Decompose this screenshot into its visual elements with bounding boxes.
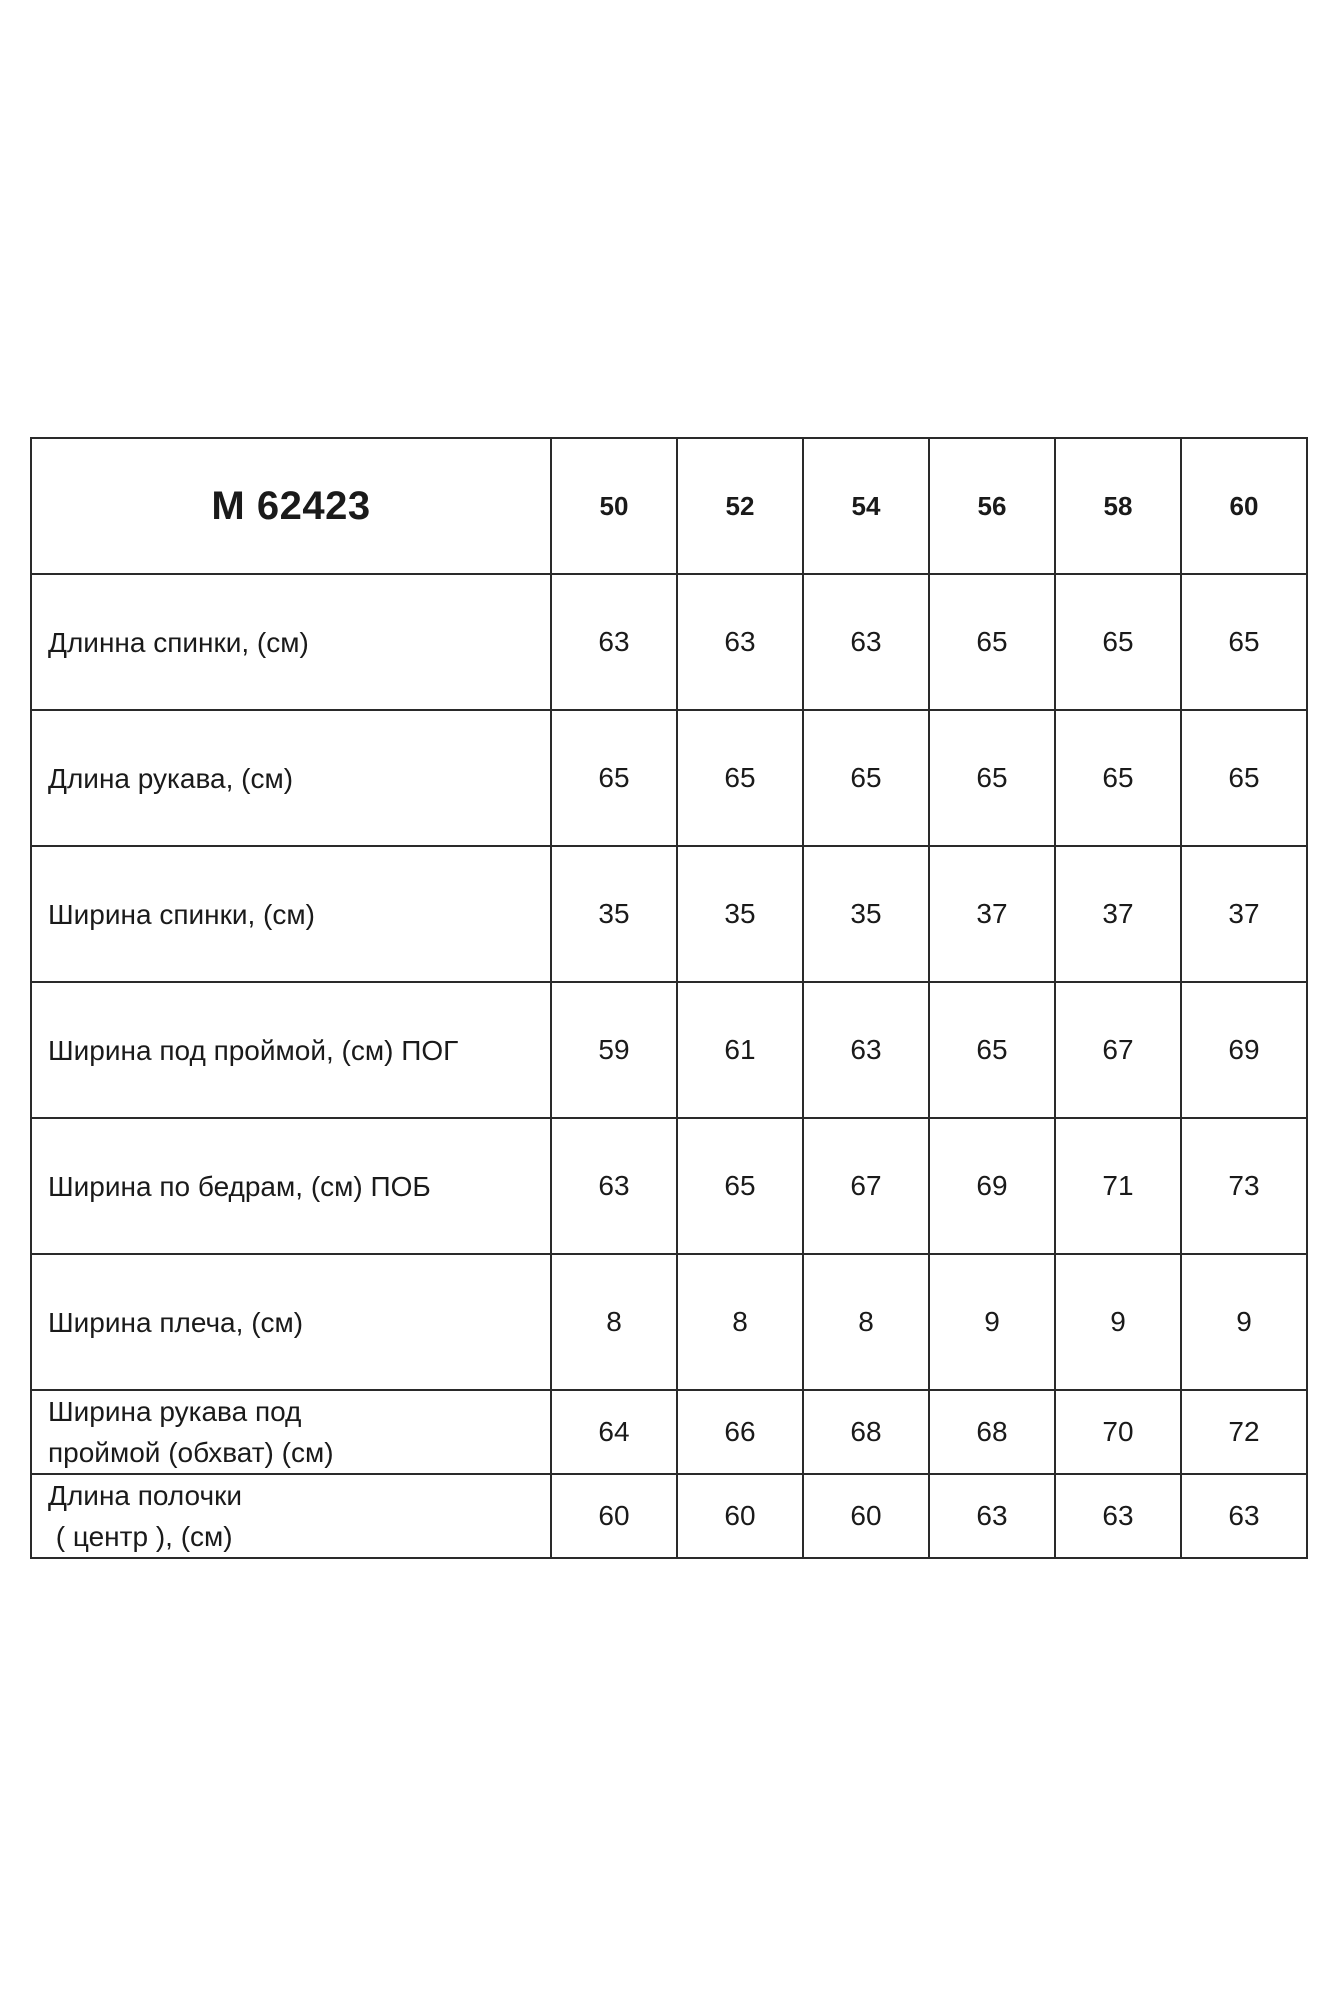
table-cell: 65 bbox=[803, 710, 929, 846]
table-cell: 9 bbox=[929, 1254, 1055, 1390]
table-cell: 61 bbox=[677, 982, 803, 1118]
table-cell: 63 bbox=[551, 1118, 677, 1254]
table-cell: 8 bbox=[803, 1254, 929, 1390]
table-cell: 63 bbox=[551, 574, 677, 710]
table-cell: 8 bbox=[551, 1254, 677, 1390]
table-row bbox=[31, 846, 1307, 982]
table-cell: 63 bbox=[677, 574, 803, 710]
table-cell: 35 bbox=[677, 846, 803, 982]
size-header: 56 bbox=[929, 438, 1055, 574]
table-row bbox=[31, 982, 1307, 1118]
table-cell: 63 bbox=[803, 574, 929, 710]
table-cell: 73 bbox=[1181, 1118, 1307, 1254]
table-cell: 9 bbox=[1055, 1254, 1181, 1390]
table-cell: 65 bbox=[677, 1118, 803, 1254]
table-cell: 70 bbox=[1055, 1390, 1181, 1474]
table-cell: 9 bbox=[1181, 1254, 1307, 1390]
table-row bbox=[31, 574, 1307, 710]
row-label: Длина рукава, (см) bbox=[31, 710, 551, 846]
table-cell: 59 bbox=[551, 982, 677, 1118]
table-cell: 67 bbox=[803, 1118, 929, 1254]
table-cell: 65 bbox=[929, 982, 1055, 1118]
size-header: 60 bbox=[1181, 438, 1307, 574]
row-label: Ширина рукава под проймой (обхват) (см) bbox=[31, 1390, 551, 1474]
row-label: Ширина спинки, (см) bbox=[31, 846, 551, 982]
table-cell: 63 bbox=[929, 1474, 1055, 1558]
table-cell: 8 bbox=[677, 1254, 803, 1390]
table-cell: 66 bbox=[677, 1390, 803, 1474]
table-cell: 64 bbox=[551, 1390, 677, 1474]
row-label: Ширина плеча, (см) bbox=[31, 1254, 551, 1390]
header-row bbox=[31, 438, 1307, 574]
table-cell: 69 bbox=[929, 1118, 1055, 1254]
table-row bbox=[31, 1254, 1307, 1390]
table-row bbox=[31, 1118, 1307, 1254]
table-cell: 37 bbox=[929, 846, 1055, 982]
table-cell: 71 bbox=[1055, 1118, 1181, 1254]
size-chart-table bbox=[30, 437, 1308, 1559]
table-row bbox=[31, 1390, 1307, 1474]
table-cell: 60 bbox=[677, 1474, 803, 1558]
table-cell: 65 bbox=[677, 710, 803, 846]
row-label: Ширина под проймой, (см) ПОГ bbox=[31, 982, 551, 1118]
table-row bbox=[31, 710, 1307, 846]
model-code: M 62423 bbox=[31, 438, 551, 574]
table-cell: 65 bbox=[1055, 574, 1181, 710]
size-header: 52 bbox=[677, 438, 803, 574]
table-cell: 63 bbox=[803, 982, 929, 1118]
table-cell: 63 bbox=[1055, 1474, 1181, 1558]
table-cell: 63 bbox=[1181, 1474, 1307, 1558]
table-cell: 60 bbox=[551, 1474, 677, 1558]
table-cell: 67 bbox=[1055, 982, 1181, 1118]
table-cell: 68 bbox=[929, 1390, 1055, 1474]
row-label: Длина полочки ( центр ), (см) bbox=[31, 1474, 551, 1558]
row-label: Длинна спинки, (см) bbox=[31, 574, 551, 710]
table-cell: 65 bbox=[1181, 710, 1307, 846]
table-cell: 72 bbox=[1181, 1390, 1307, 1474]
table-cell: 35 bbox=[803, 846, 929, 982]
size-header: 54 bbox=[803, 438, 929, 574]
table-row bbox=[31, 1474, 1307, 1558]
table-cell: 65 bbox=[1181, 574, 1307, 710]
table-cell: 68 bbox=[803, 1390, 929, 1474]
table-cell: 37 bbox=[1055, 846, 1181, 982]
size-header: 58 bbox=[1055, 438, 1181, 574]
table-cell: 65 bbox=[1055, 710, 1181, 846]
table-cell: 37 bbox=[1181, 846, 1307, 982]
table-cell: 35 bbox=[551, 846, 677, 982]
table-cell: 65 bbox=[929, 574, 1055, 710]
table-cell: 65 bbox=[551, 710, 677, 846]
size-header: 50 bbox=[551, 438, 677, 574]
table-cell: 65 bbox=[929, 710, 1055, 846]
table-cell: 69 bbox=[1181, 982, 1307, 1118]
table-cell: 60 bbox=[803, 1474, 929, 1558]
row-label: Ширина по бедрам, (см) ПОБ bbox=[31, 1118, 551, 1254]
